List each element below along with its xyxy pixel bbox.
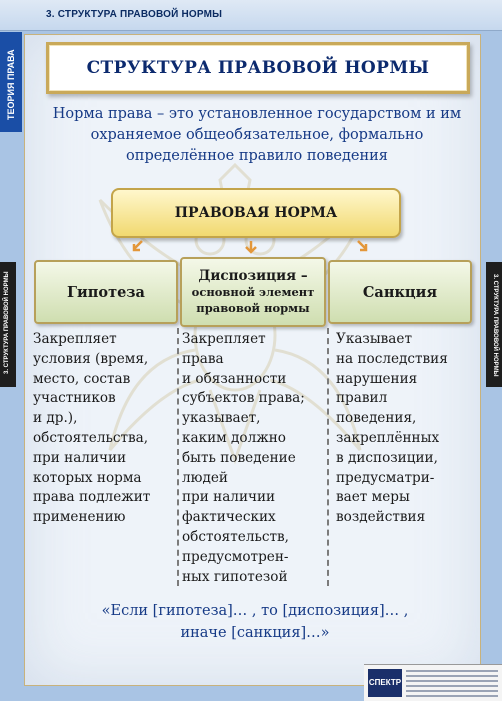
column-divider xyxy=(327,328,329,586)
side-strip-left-label: 3. СТРУКТУРА ПРАВОВОЙ НОРМЫ xyxy=(4,271,10,374)
formula-line-2: иначе [санкция]…» xyxy=(180,625,330,641)
side-strip-right-label: 3. СТРУКТУРА ПРАВОВОЙ НОРМЫ xyxy=(492,274,498,377)
column-divider xyxy=(177,328,179,586)
sanction-label: Санкция xyxy=(362,283,438,301)
side-strip-right xyxy=(486,262,502,387)
legal-norm-box xyxy=(111,188,401,238)
side-tab-theory xyxy=(0,32,22,132)
arrow-down-right-icon xyxy=(356,240,370,254)
side-strip-left xyxy=(0,262,16,387)
page-title: СТРУКТУРА ПРАВОВОЙ НОРМЫ xyxy=(86,58,430,78)
publisher-logo: СПЕКТР xyxy=(368,669,402,697)
side-tab-label: ТЕОРИЯ ПРАВА xyxy=(6,49,16,120)
legal-norm-label: ПРАВОВАЯ НОРМА xyxy=(174,205,338,221)
disposition-label-line1: Диспозиция – xyxy=(198,268,308,284)
disposition-header xyxy=(180,257,326,327)
disposition-label-line3: правовой нормы xyxy=(196,301,310,315)
title-banner xyxy=(46,42,470,94)
disposition-label xyxy=(192,268,315,316)
definition-text: Норма права – это установленное государством и им охраняемое общеобязательное, формально определённое правило поведения xyxy=(52,106,462,164)
hypothesis-description: Закрепляет условия (время, место, состав участников и др.), обстоятельства, при наличии которых норма права подлежит применению xyxy=(33,331,151,526)
formula-line-1: «Если [гипотеза]… , то [диспозиция]… , xyxy=(101,603,409,619)
section-label: 3. СТРУКТУРА ПРАВОВОЙ НОРМЫ xyxy=(46,9,223,20)
disposition-description: Закрепляет права и обязанности субъектов права; указывает, каким должно быть поведение людей при наличии фактических обстоятельств, предусмотрен- ных гипотезой xyxy=(182,331,305,585)
publisher-footer xyxy=(364,664,502,701)
arrow-down-icon xyxy=(244,240,258,254)
top-strip xyxy=(0,0,502,31)
disposition-label-line2: основной элемент xyxy=(191,285,315,299)
sanction-description: Указывает на последствия нарушения правил поведения, закреплённых в диспозиции, предусматри- вает меры воздействия xyxy=(336,331,448,526)
hypothesis-label: Гипотеза xyxy=(67,283,145,301)
sanction-header xyxy=(328,260,472,324)
footer-fine-print xyxy=(406,670,498,700)
arrow-down-left-icon xyxy=(130,240,144,254)
norm-formula xyxy=(40,600,470,644)
hypothesis-header xyxy=(34,260,178,324)
